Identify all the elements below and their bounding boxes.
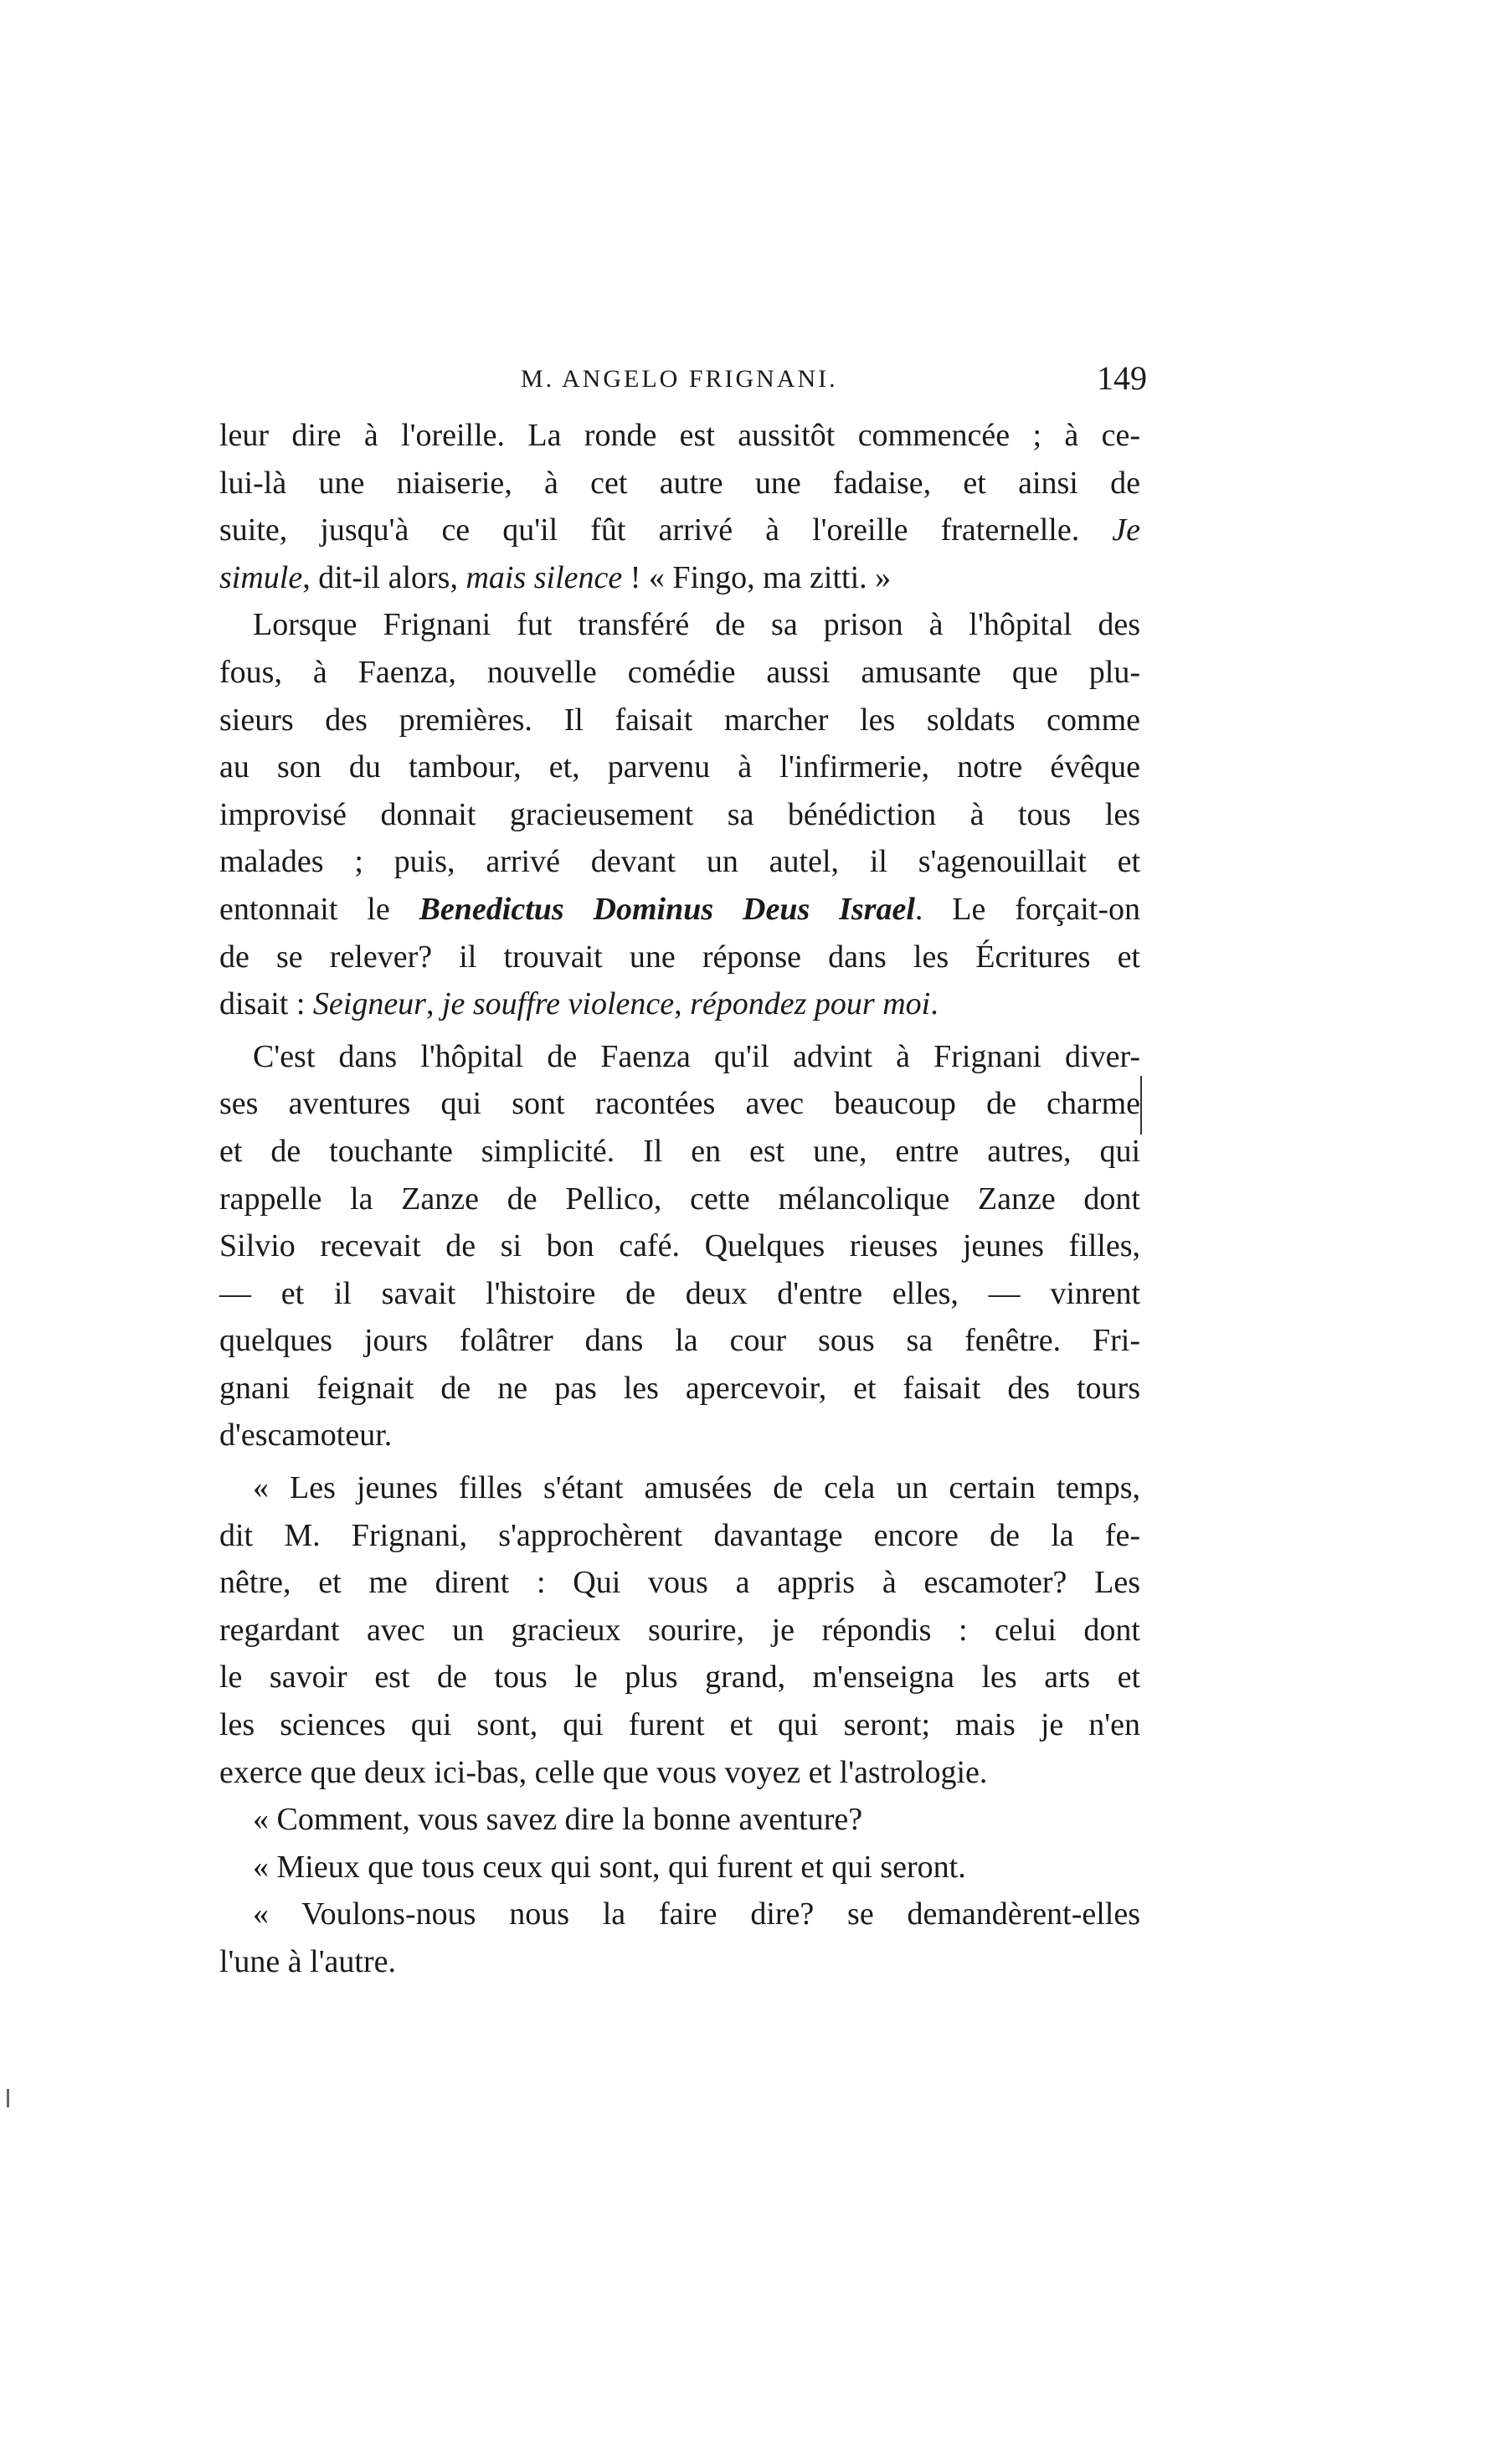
edge-mark: [7, 2089, 9, 2107]
text-line: « Voulons-nous nous la faire dire? se demandèrent-elles: [253, 1896, 1140, 1932]
text-line: gnani feignait de ne pas les apercevoir, et faisait des tours: [219, 1370, 1140, 1406]
text-line: Lorsque Frignani fut transféré de sa prison à l'hôpital des: [253, 607, 1140, 643]
text-line: — et il savait l'histoire de deux d'entre elles, — vinrent: [219, 1275, 1140, 1311]
text-run: suite, jusqu'à ce qu'il fût arrivé à l'oreille fraternelle.: [219, 512, 1080, 548]
text-run: entonnait le: [219, 891, 390, 927]
italic-run: Seigneur: [312, 986, 426, 1022]
text-line: malades ; puis, arrivé devant un autel, il s'agenouillait et: [219, 844, 1140, 880]
italic-run: simule: [219, 559, 303, 595]
italic-run: Je: [1112, 512, 1141, 548]
text-run: ,: [674, 986, 682, 1022]
text-line: l'une à l'autre.: [219, 1944, 396, 1979]
text-line: C'est dans l'hôpital de Faenza qu'il advint à Frignani diver-: [253, 1038, 1140, 1074]
text-run: ,: [425, 986, 435, 1022]
text-line: de se relever? il trouvait une réponse dans les Écritures et: [219, 939, 1140, 975]
paragraph-6: [219, 1891, 1140, 1985]
text-run: , dit-il alors,: [302, 559, 458, 595]
text-line: sieurs des premières. Il faisait marcher les soldats comme: [219, 702, 1140, 738]
italic-run: répondez pour moi: [690, 986, 931, 1022]
text-line: rappelle la Zanze de Pellico, cette mélancolique Zanze dont: [219, 1181, 1140, 1217]
paragraph-1: [219, 412, 1140, 1028]
text-line: leur dire à l'oreille. La ronde est aussitôt commencée ; à ce-: [219, 418, 1140, 453]
body-text: [219, 412, 1140, 1986]
text-line: « Les jeunes filles s'étant amusées de cela un certain temps,: [253, 1470, 1140, 1506]
italic-run: je souffre violence: [441, 986, 675, 1022]
running-head: [219, 358, 1147, 409]
text-line: [219, 554, 1140, 602]
text-line: [219, 980, 1140, 1028]
paragraph-5: [219, 1844, 1140, 1891]
running-title: M. ANGELO FRIGNANI.: [521, 365, 838, 393]
paragraph-3: [219, 1464, 1140, 1796]
text-run: . Le forçait-on: [914, 891, 1140, 927]
text-line: dit M. Frignani, s'approchèrent davantage encore de la fe-: [219, 1517, 1140, 1553]
text-line: improvisé donnait gracieusement sa bénédiction à tous les: [219, 796, 1140, 832]
paragraph-2: [219, 1033, 1140, 1459]
text-line: lui-là une niaiserie, à cet autre une fadaise, et ainsi de: [219, 465, 1140, 501]
text-line: [219, 507, 1140, 554]
paragraph-4: [219, 1796, 1140, 1844]
text-line: ses aventures qui sont racontées avec beaucoup de charme: [219, 1086, 1140, 1122]
text-line: Silvio recevait de si bon café. Quelques rieuses jeunes filles,: [219, 1228, 1140, 1264]
text-line: au son du tambour, et, parvenu à l'infirmerie, notre évêque: [219, 749, 1140, 785]
text-line: regardant avec un gracieux sourire, je répondis : celui dont: [219, 1612, 1140, 1648]
text-line: quelques jours folâtrer dans la cour sous sa fenêtre. Fri-: [219, 1323, 1140, 1359]
text-line: fous, à Faenza, nouvelle comédie aussi amusante que plu-: [219, 654, 1140, 690]
text-run: disait :: [219, 986, 306, 1022]
text-line: le savoir est de tous le plus grand, m'enseigna les arts et: [219, 1659, 1140, 1695]
text-line: « Comment, vous savez dire la bonne aventure?: [253, 1802, 863, 1838]
text-line: d'escamoteur.: [219, 1418, 393, 1454]
italic-run: mais silence: [465, 559, 623, 595]
margin-mark: [1140, 1076, 1142, 1135]
text-line: [219, 886, 1140, 934]
text-run: ! « Fingo, ma zitti. »: [630, 559, 892, 595]
text-run: .: [930, 986, 939, 1022]
text-line: nêtre, et me dirent : Qui vous a appris à escamoter? Les: [219, 1565, 1140, 1601]
italic-run: Benedictus Dominus Deus Israel: [419, 891, 915, 927]
text-line: « Mieux que tous ceux qui sont, qui furent et qui seront.: [253, 1849, 966, 1885]
page-number: 149: [1097, 359, 1147, 397]
text-line: exerce que deux ici-bas, celle que vous voyez et l'astrologie.: [219, 1754, 988, 1790]
text-line: les sciences qui sont, qui furent et qui seront; mais je n'en: [219, 1707, 1140, 1743]
text-line: et de touchante simplicité. Il en est une, entre autres, qui: [219, 1133, 1140, 1169]
